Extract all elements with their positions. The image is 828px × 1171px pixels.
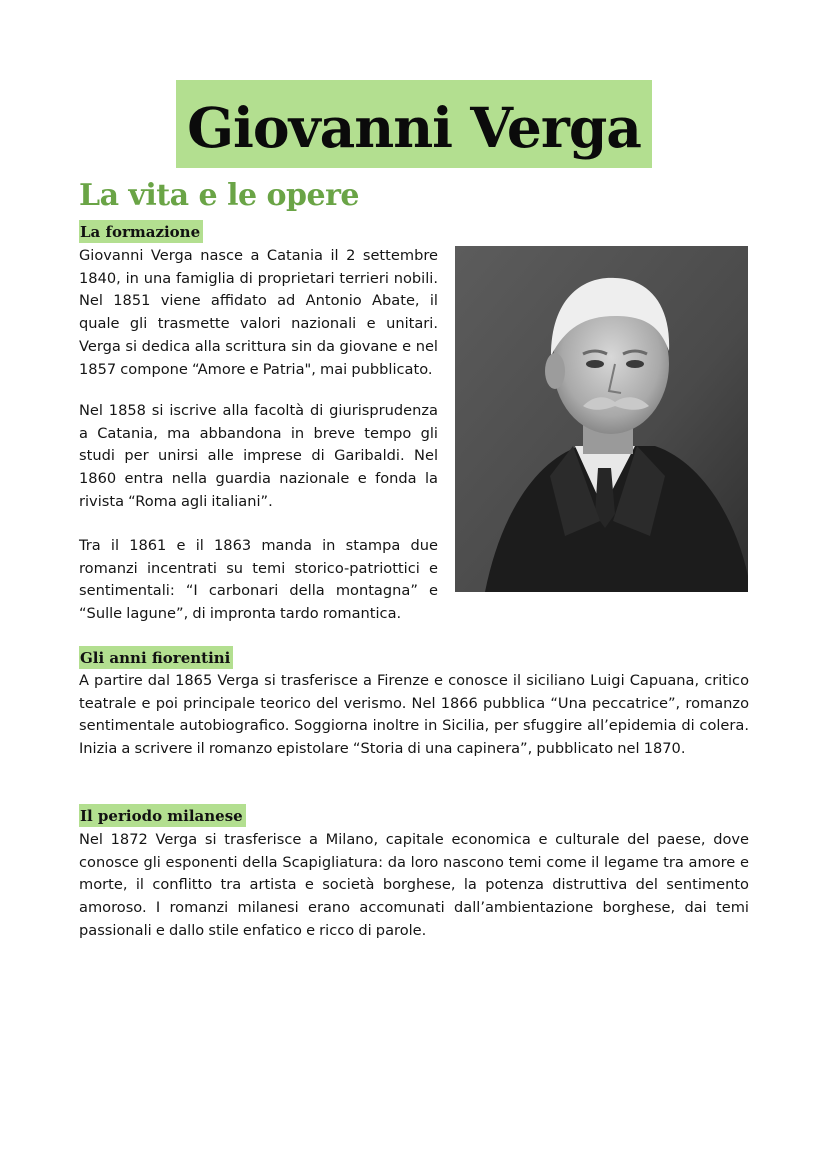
paragraph-formazione-2: Nel 1858 si iscrive alla facoltà di giurisprudenza a Catania, ma abbandona in breve tempo gli studi per unirsi alle imprese di Garibaldi. Nel 1860 entra nella guardia nazionale e fonda la rivista “Roma agli italiani”.: [79, 402, 438, 510]
heading-fiorentini: Gli anni fiorentini: [79, 646, 233, 669]
paragraph-formazione-3: Tra il 1861 e il 1863 manda in stampa due romanzi incentrati su temi storico-patriottici e sentimentali: “I carbonari della montagna” e “Sulle lagune”, di impronta tardo romantica.: [79, 537, 438, 623]
heading-milanese: Il periodo milanese: [79, 804, 246, 827]
page-subtitle: La vita e le opere: [79, 178, 359, 213]
portrait-photo: [455, 246, 748, 592]
paragraph-milanese: Nel 1872 Verga si trasferisce a Milano, capitale economica e culturale del paese, dove conosce gli esponenti della Scapigliatura: da loro nascono temi come il legame tra amore e morte, il conflitto tra artista e società borghese, la potenza distruttiva del sentimento amoroso. I romanzi milanesi erano accomunati dall’ambientazione borghese, dai temi passionali e dallo stile enfatico e ricco di parole.: [79, 831, 749, 939]
page-title: Giovanni Verga: [187, 95, 641, 160]
paragraph-formazione-1: Giovanni Verga nasce a Catania il 2 settembre 1840, in una famiglia di proprietari terrieri nobili. Nel 1851 viene affidato ad Antonio Abate, il quale gli trasmette valori nazionali e unitari. Verga si dedica alla scrittura sin da giovane e nel 1857 compone “Amore e Patria", mai pubblicato.: [79, 247, 438, 378]
title-highlight: [176, 80, 652, 168]
paragraph-fiorentini: A partire dal 1865 Verga si trasferisce a Firenze e conosce il siciliano Luigi Capuana, critico teatrale e poi principale teorico del verismo. Nel 1866 pubblica “Una peccatrice”, romanzo sentimentale autobiografico. Soggiorna inoltre in Sicilia, per sfuggire all’epidemia di colera. Inizia a scrivere il romanzo epistolare “Storia di una capinera”, pubblicato nel 1870.: [79, 672, 749, 758]
heading-formazione: La formazione: [79, 220, 203, 243]
